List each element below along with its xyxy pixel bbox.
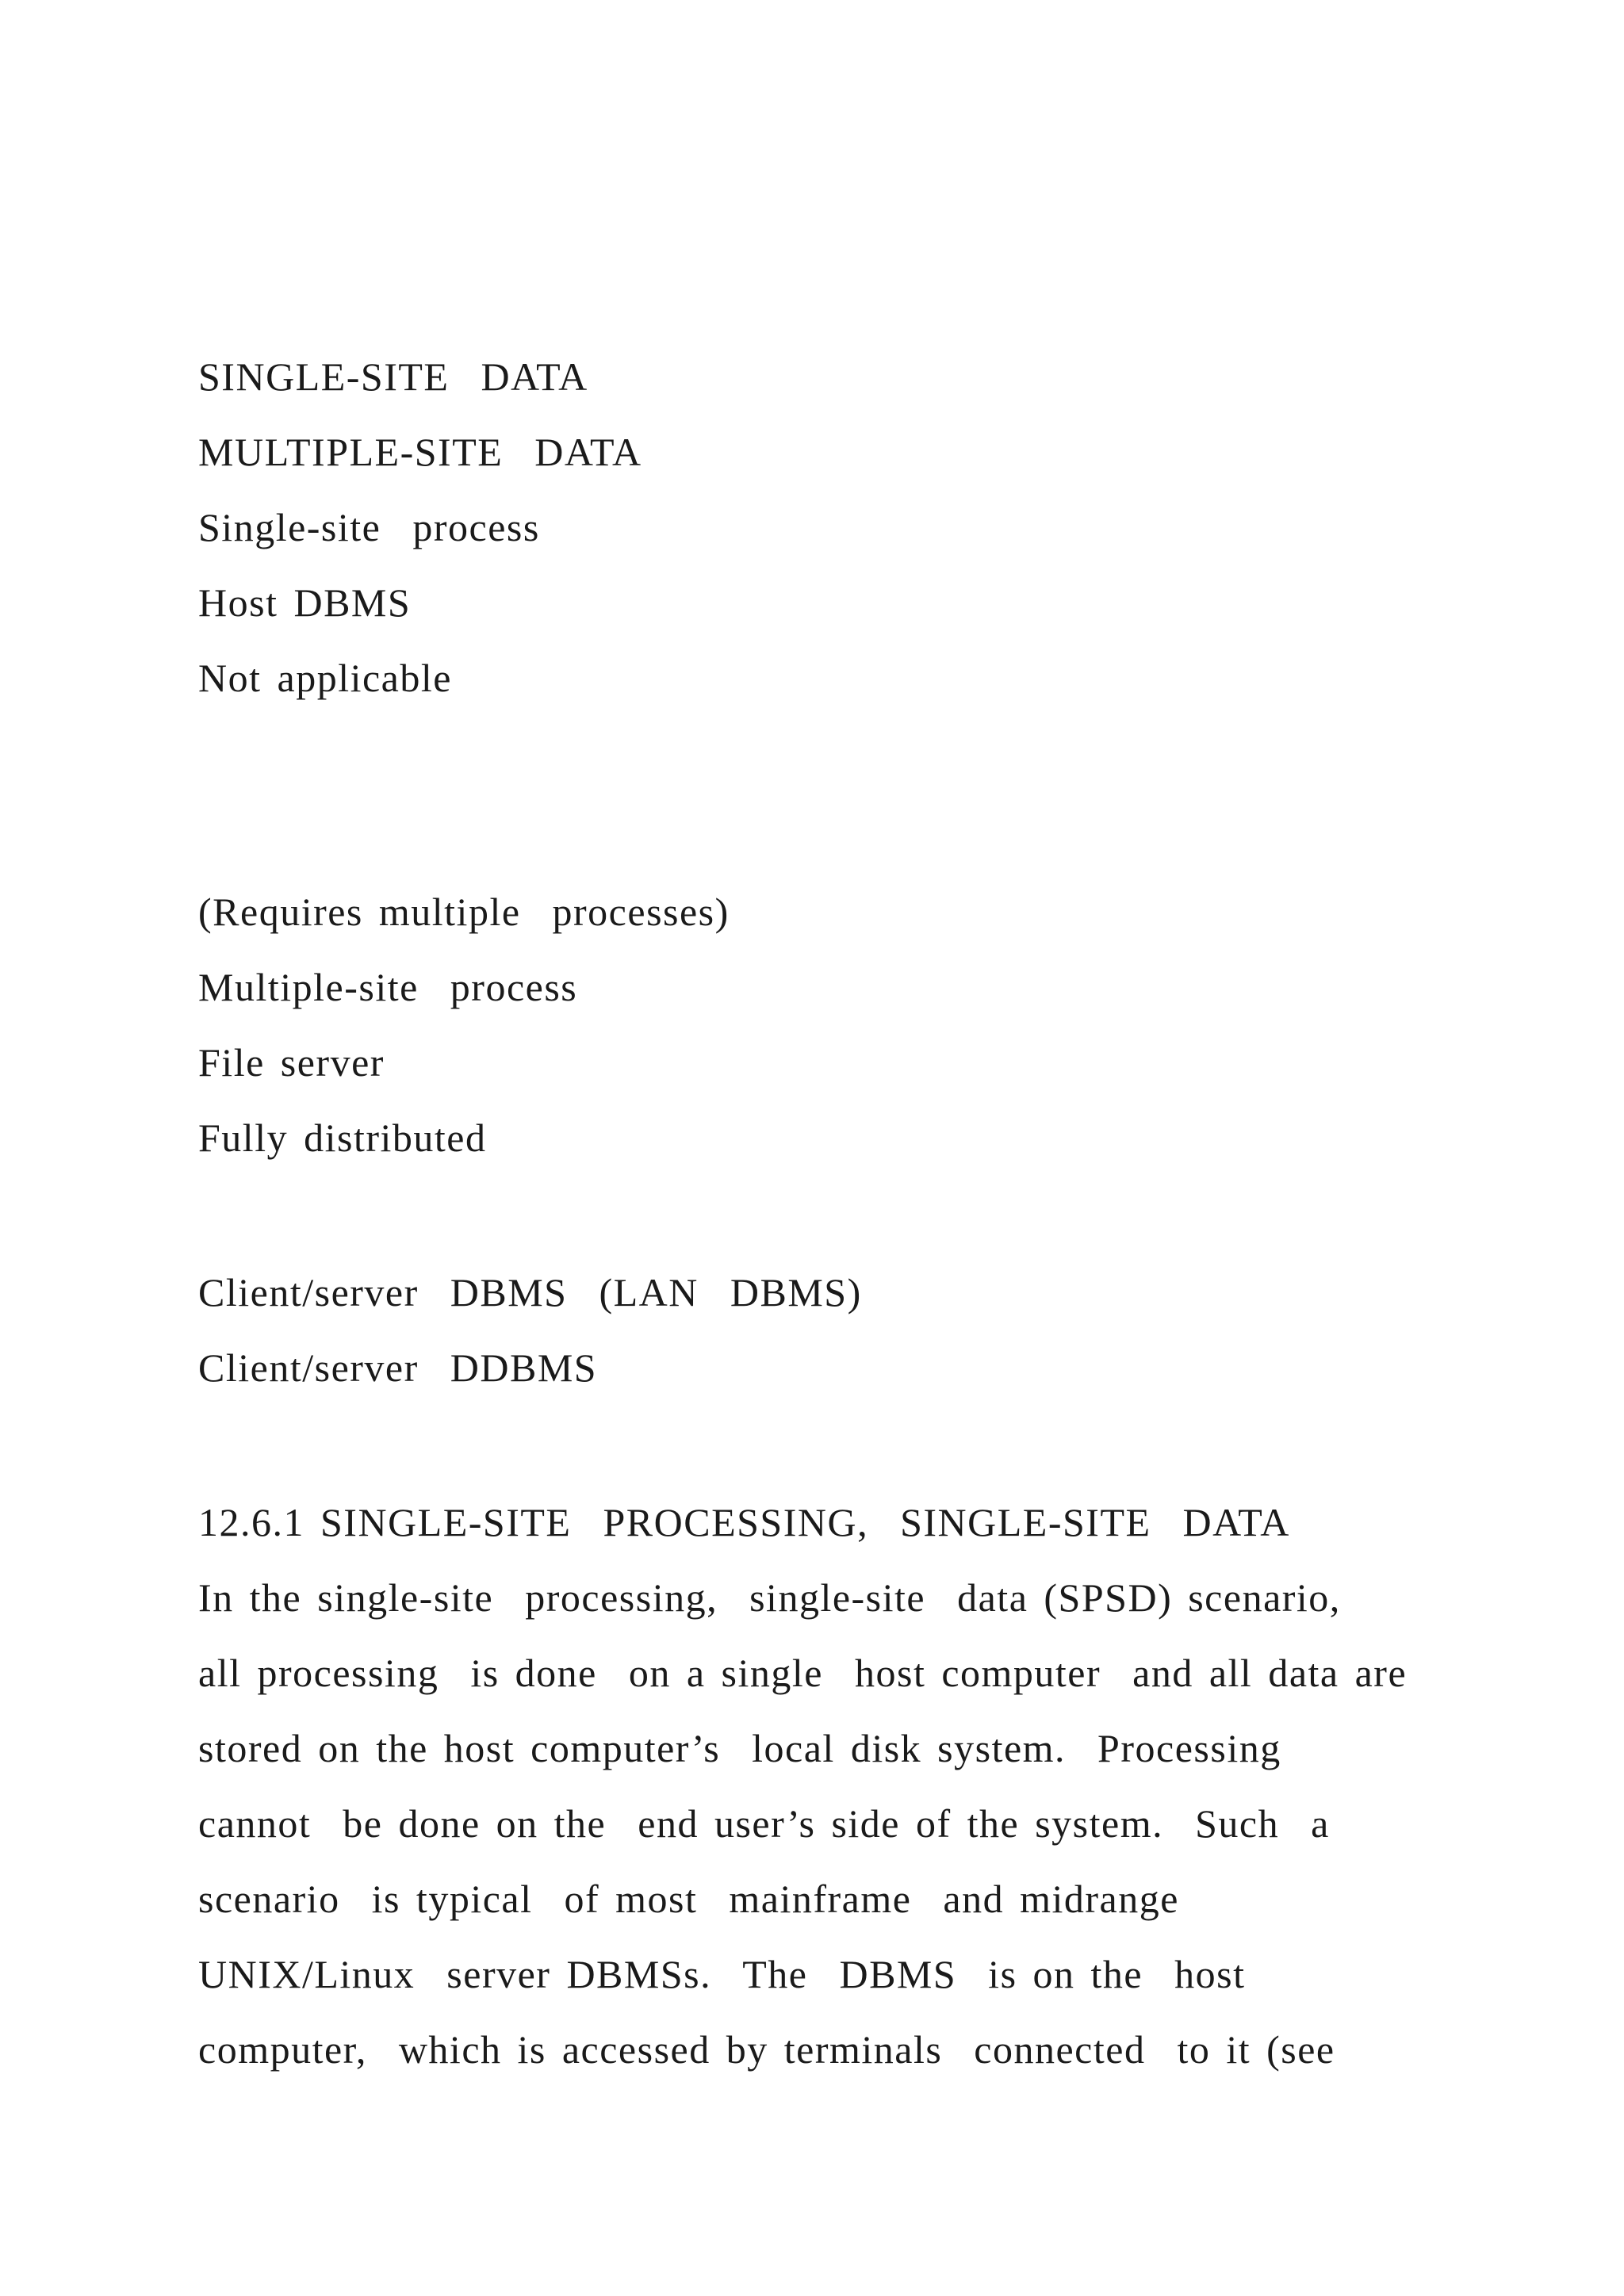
table-entry: Fully distributed [198, 1115, 487, 1160]
table-entry: Not applicable [198, 656, 452, 700]
table-entry: Multiple-site process [198, 965, 578, 1009]
table-entry: (Requires multiple processes) [198, 890, 730, 934]
table-entry: Single-site process [198, 505, 540, 549]
table-entry: Client/server DDBMS [198, 1345, 598, 1390]
table-entry: SINGLE-SITE DATA [198, 354, 588, 399]
paragraph-line: In the single-site processing, single-site data (SPSD) scenario, [198, 1575, 1341, 1620]
table-entry: MULTIPLE-SITE DATA [198, 430, 642, 474]
paragraph-line: cannot be done on the end user’s side of the system. Such a [198, 1801, 1330, 1846]
paragraph-line: UNIX/Linux server DBMSs. The DBMS is on the host [198, 1952, 1246, 1996]
table-entry: Client/server DBMS (LAN DBMS) [198, 1270, 862, 1314]
table-entry: Host DBMS [198, 580, 412, 625]
table-entry: File server [198, 1040, 385, 1085]
paragraph-line: computer, which is accessed by terminals connected to it (see [198, 2027, 1335, 2072]
paragraph-line: stored on the host computer’s local disk system. Processing [198, 1726, 1281, 1770]
section-heading: 12.6.1 SINGLE-SITE PROCESSING, SINGLE-SITE DATA [198, 1500, 1290, 1544]
paragraph-line: scenario is typical of most mainframe and midrange [198, 1877, 1179, 1921]
paragraph-line: all processing is done on a single host computer and all data are [198, 1651, 1408, 1695]
